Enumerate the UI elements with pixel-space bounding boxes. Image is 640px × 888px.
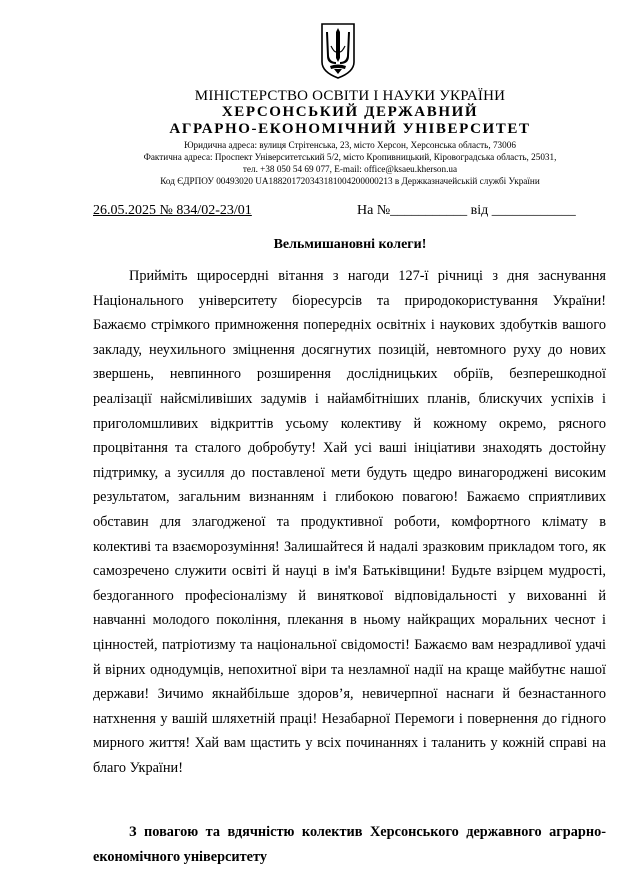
ukraine-tryzub-icon <box>318 22 358 80</box>
university-name-line1: ХЕРСОНСЬКИЙ ДЕРЖАВНИЙ <box>221 104 479 120</box>
ministry-name: МІНІСТЕРСТВО ОСВІТИ І НАУКИ УКРАЇНИ <box>194 88 506 104</box>
closing-signature: З повагою та вдячністю колектив Херсонського державного аграрно-економічного університету <box>93 824 606 865</box>
actual-address: Фактична адреса: Проспект Університетський 5/2, місто Кропивницький, Кіровоградська область, 25031, <box>143 152 557 162</box>
contact-info: тел. +38 050 54 69 077, E-mail: office@ksaeu.kherson.ua <box>242 164 458 174</box>
legal-address: Юридична адреса: вулиця Стрітенська, 23, місто Херсон, Херсонська область, 73006 <box>184 140 516 150</box>
outgoing-number: 26.05.2025 № 834/02-23/01 <box>93 203 252 218</box>
letter-body: Прийміть щиросердні вітання з нагоди 127-ї річниці з дня заснування Національного університету біоресурсів та природокористування України! Бажаємо стрімкого примноження попередніх освітніх і наукових здобутків вашого закладу, неухильного зміцнення досягнутих позицій, невтомного руху до нових звершень, невпинного розширення дослідницьких обріїв, безперешкодної реалізації найсміливіших задумів і найамбітніших планів, блискучих успіхів і приголомшливих відкриттів усьому колективу й кожному окремо, рясного процвітання та сталого добробуту! Хай усі ваші ініціативи знаходять достойну підтримку, а зусилля до поставленої мети будуть щедро винагороджені високим результатом, загальним визнанням і глибокою повагою! Бажаємо сприятливих обставин для злагодженої та продуктивної роботи, комфортного клімату в колективі та взаєморозуміння! Залишайтеся й надалі зразковим прикладом того, як самозречено служити освіті й науці в ім'я Батьківщини! Будьте взірцем мудрості, бездоганного професіоналізму й виняткової відповідальності у вихованні й навчанні молодого покоління, плекання в ньому найкращих моральних чеснот і цінностей, патріотизму та національної свідомості! Бажаємо вам незрадливої удачі й вірних однодумців, непохитної віри та незламної надії на краще майбутнє нашої держави! Зичимо якнайбільше здоров’я, невичерпної наснаги й безнастанного натхнення у вашій шляхетній праці! Незабарної Перемоги і повернення до гідного мирного життя! Хай вам щастить у всіх починаннях і таланить у кожній справі на благо України! <box>93 268 606 776</box>
university-name-line2: АГРАРНО-ЕКОНОМІЧНИЙ УНІВЕРСИТЕТ <box>169 121 531 137</box>
registry-codes: Код ЄДРПОУ 00493020 UA188201720343181004200000213 в Держказначейській службі України <box>160 176 540 186</box>
salutation: Вельмишановні колеги! <box>273 237 427 252</box>
incoming-number: На №___________ від ____________ <box>357 203 576 218</box>
